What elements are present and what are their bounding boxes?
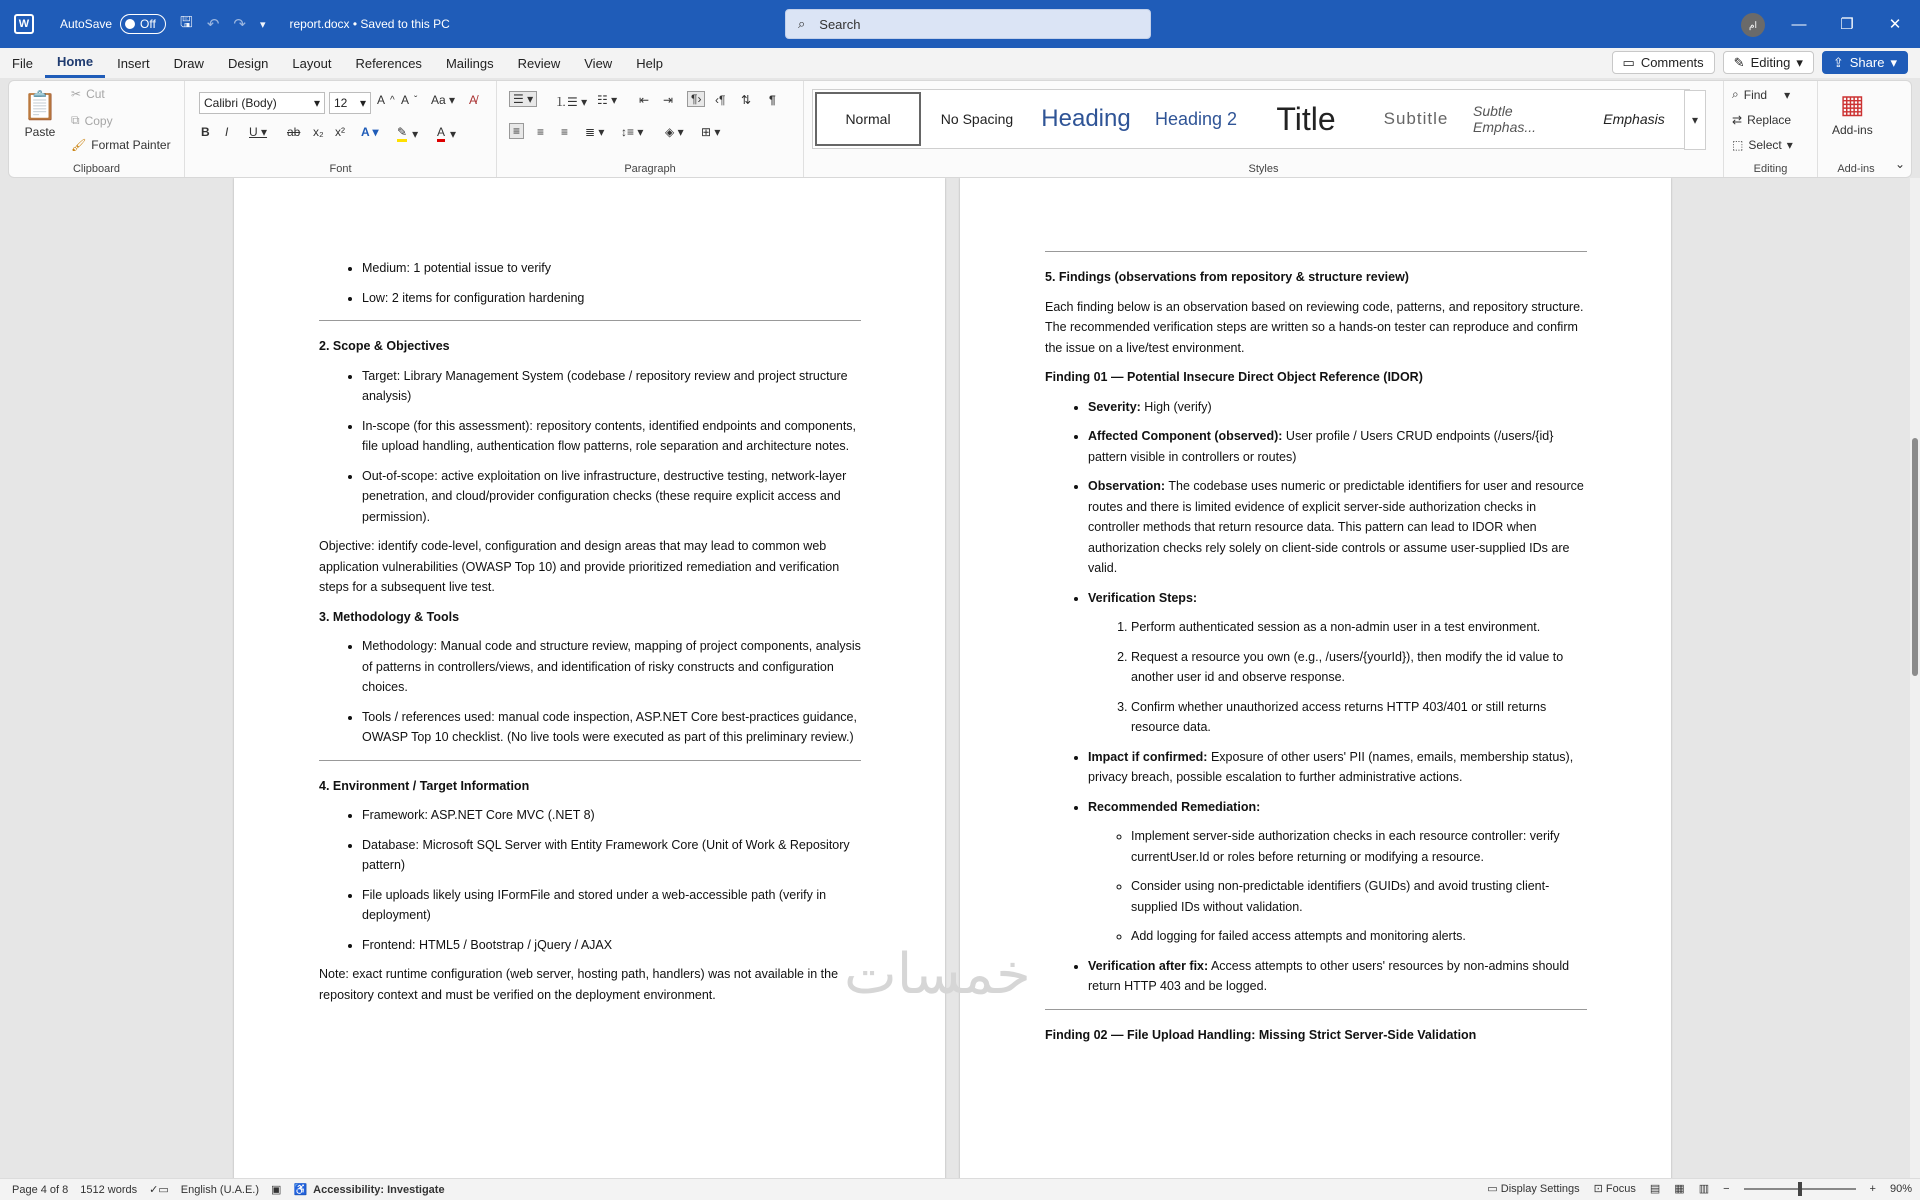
addins-grid-icon: ▦ — [1840, 88, 1865, 119]
document-area — [0, 178, 1910, 1180]
bullets-button[interactable]: ☰ ▾ — [509, 91, 537, 107]
zoom-out-button[interactable]: − — [1723, 1182, 1730, 1195]
list-item: • Severity: High (verify) — [1088, 397, 1587, 418]
style-subtle-emphasis[interactable]: Subtle Emphas... — [1473, 103, 1537, 135]
align-left-button[interactable]: ≡ — [509, 123, 524, 139]
objective-paragraph: Objective: identify code-level, configuration and design areas that may lead to common web application vulnerabilities (OWASP Top 10) and provide prioritized remediation and verification steps for a subsequent live test. — [319, 539, 840, 594]
comments-button[interactable]: ▭ Comments — [1612, 51, 1715, 74]
tab-mailings[interactable]: Mailings — [445, 55, 494, 71]
divider — [319, 760, 861, 761]
restore-icon[interactable]: ❐ — [1840, 16, 1854, 33]
language-indicator[interactable]: English (U.A.E.) — [180, 1183, 260, 1196]
chevron-down-icon: ▾ — [1796, 54, 1803, 70]
highlight-color-button[interactable]: ✎ ▾ — [397, 125, 419, 141]
search-placeholder: Search — [819, 16, 861, 32]
web-layout-icon[interactable]: ▥ — [1698, 1183, 1710, 1195]
macro-icon[interactable]: ▣ — [271, 1184, 282, 1196]
justify-button[interactable]: ≣ ▾ — [585, 125, 605, 139]
select-button[interactable]: ⬚ Select ▾ — [1732, 138, 1793, 152]
list-item: • Target: Library Management System (codebase / repository review and project structure analysis) — [362, 366, 861, 407]
menu-bar — [0, 48, 1920, 78]
section-heading: 5. Findings (observations from repository & structure review) — [1045, 270, 1409, 284]
multilevel-list-button[interactable]: ☷ ▾ — [597, 93, 618, 107]
page-right-content[interactable] — [1045, 241, 1587, 1054]
tab-file[interactable]: File — [12, 55, 33, 71]
list-item: • Verification Steps: 1. Perform authenticated session as a non-admin user in a test environment. 2. Request a resource you own (e.g., /users/{yourId}), then modify the id value to another user id and observe response. 3. Confirm whether unauthorized access returns HTTP 403/401 or still returns resource data. — [1088, 588, 1587, 738]
copy-icon: ⧉ — [71, 113, 80, 127]
find-button[interactable]: ⌕ Find ▾ — [1732, 87, 1791, 102]
editing-group-label: Editing — [1753, 163, 1788, 175]
accessibility-icon: ♿ — [293, 1184, 308, 1196]
italic-button[interactable]: I — [225, 125, 229, 139]
share-icon: ⇪ — [1832, 54, 1844, 70]
style-title[interactable]: Title — [1276, 100, 1336, 137]
grow-font-button[interactable]: A ^ — [377, 93, 395, 107]
styles-gallery — [812, 89, 1690, 149]
section-heading: 2. Scope & Objectives — [319, 339, 450, 353]
list-item: • Verification after fix: Access attempts to other users' resources by non-admins should return HTTP 403 and be logged. — [1088, 956, 1587, 997]
strikethrough-button[interactable]: ab — [287, 125, 301, 139]
avatar[interactable]: ام — [1741, 13, 1765, 37]
search-box[interactable] — [785, 9, 1151, 39]
tab-insert[interactable]: Insert — [117, 55, 150, 71]
list-item: • Methodology: Manual code and structure review, mapping of project components, analysis of patterns in controllers/views, and identification of risky constructs and configuration choices. — [362, 636, 861, 698]
ribbon — [8, 80, 1912, 178]
customize-toolbar-icon[interactable]: ▾ — [259, 18, 266, 31]
list-item: • File uploads likely using IFormFile and stored under a web-accessible path (verify in deployment) — [362, 885, 861, 926]
page-left-content[interactable] — [319, 258, 861, 1014]
numbered-item: 2. Request a resource you own (e.g., /users/{yourId}), then modify the id value to another user id and observe response. — [1131, 647, 1587, 688]
watermark-logo: خمسات — [844, 942, 1031, 1007]
collapse-ribbon-icon[interactable]: ⌄ — [1895, 157, 1906, 171]
list-item: • Affected Component (observed): User profile / Users CRUD endpoints (/users/{id} pattern visible in controllers or routes) — [1088, 426, 1587, 467]
addins-group-label: Add-ins — [1837, 163, 1875, 175]
search-icon: ⌕ — [1732, 87, 1739, 101]
sort-button[interactable]: ⇅ — [741, 93, 752, 107]
styles-group-label: Styles — [1248, 163, 1279, 175]
note-paragraph: Note: exact runtime configuration (web server, hosting path, handlers) was not available in the repository context and must be verified on the deployment environment. — [319, 967, 839, 1002]
style-heading[interactable]: Heading — [1041, 105, 1131, 132]
title-bar — [0, 0, 1920, 48]
replace-button[interactable]: ⇄ Replace — [1732, 113, 1792, 127]
divider — [319, 320, 861, 321]
styles-more-button[interactable]: ▾ — [1684, 90, 1706, 150]
zoom-in-button[interactable]: + — [1869, 1182, 1876, 1195]
numbered-item: 1. Perform authenticated session as a non-admin user in a test environment. — [1131, 617, 1587, 638]
tab-design[interactable]: Design — [227, 55, 269, 71]
text-effects-button[interactable]: A ▾ — [361, 125, 379, 139]
list-item: • Framework: ASP.NET Core MVC (.NET 8) — [362, 805, 861, 826]
accessibility-status[interactable]: ♿ Accessibility: Investigate — [293, 1183, 445, 1196]
status-bar — [0, 1178, 1920, 1200]
numbered-item: 3. Confirm whether unauthorized access returns HTTP 403/401 or still returns resource data. — [1131, 697, 1587, 738]
list-item: • Frontend: HTML5 / Bootstrap / jQuery / AJAX — [362, 935, 861, 956]
font-size-select[interactable]: 12 ▾ — [329, 92, 371, 114]
paintbrush-icon: 🖌 — [71, 138, 87, 152]
clear-formatting-icon[interactable]: A̸ — [469, 93, 478, 107]
findings-intro: Each finding below is an observation based on reviewing code, patterns, and repository structure. The recommended verification steps are written so a hands-on tester can reproduce and confirm the issue on a live/test environment. — [1045, 299, 1584, 355]
list-item: • Recommended Remediation: ◦ Implement server-side authorization checks in each resource controller: verify currentUser.Id or roles before returning or modifying a resource. ◦ Consider using non-predictable identifiers (GUIDs) and avoid trusting client-supplied IDs without validation. ◦ Add logging for failed access attempts and monitoring alerts. — [1088, 797, 1587, 947]
superscript-button[interactable]: x² — [335, 125, 345, 139]
addins-button[interactable]: ▦ Add-ins — [1832, 88, 1873, 137]
chevron-down-icon: ▾ — [1890, 54, 1897, 70]
cursor-icon: ⬚ — [1732, 138, 1744, 152]
change-case-button[interactable]: Aa ▾ — [431, 93, 456, 107]
zoom-level[interactable]: 90% — [1889, 1182, 1912, 1195]
borders-button[interactable]: ⊞ ▾ — [701, 125, 721, 139]
finding-heading: Finding 01 — Potential Insecure Direct Object Reference (IDOR) — [1045, 370, 1423, 384]
font-color-button[interactable]: A ▾ — [437, 125, 457, 141]
format-painter-button[interactable]: 🖌 Format Painter — [71, 138, 171, 152]
focus-button[interactable]: ⊡ Focus — [1593, 1183, 1636, 1195]
section-heading: 4. Environment / Target Information — [319, 778, 530, 793]
font-color-icon: A — [437, 125, 445, 142]
autosave-label: AutoSave — [60, 17, 113, 31]
style-emphasis[interactable]: Emphasis — [1603, 111, 1665, 127]
undo-icon[interactable]: ↶ — [206, 16, 220, 33]
scissors-icon: ✂ — [71, 87, 82, 101]
page-left[interactable] — [234, 178, 945, 1180]
save-icon[interactable]: 🖫 — [180, 13, 193, 31]
paste-icon: 📋 — [22, 89, 58, 121]
comment-icon: ▭ — [1622, 54, 1635, 70]
tab-draw[interactable]: Draw — [173, 55, 204, 71]
word-app-icon: W — [14, 14, 34, 34]
list-item: • Medium: 1 potential issue to verify — [362, 258, 861, 279]
copy-button[interactable]: ⧉ Copy — [71, 113, 113, 128]
underline-button[interactable]: U ▾ — [249, 125, 268, 139]
word-count[interactable]: 1512 words — [80, 1183, 138, 1196]
scrollbar-thumb[interactable] — [1912, 438, 1918, 676]
finding-heading: Finding 02 — File Upload Handling: Missing Strict Server-Side Validation — [1045, 1027, 1477, 1042]
document-title[interactable]: report.docx • Saved to this PC — [289, 17, 450, 31]
addins-group — [1818, 81, 1894, 177]
font-group-label: Font — [329, 163, 352, 175]
autosave-toggle[interactable]: Off — [120, 14, 166, 34]
section-heading: 3. Methodology & Tools — [319, 609, 460, 624]
vertical-scrollbar[interactable] — [1910, 178, 1920, 1180]
list-item: • Low: 2 items for configuration hardening — [362, 288, 861, 309]
paste-button[interactable]: 📋 Paste — [23, 87, 57, 139]
divider — [1045, 1009, 1587, 1010]
style-no-spacing[interactable]: No Spacing — [940, 111, 1014, 127]
display-settings-button[interactable]: ▭ Display Settings — [1487, 1183, 1580, 1195]
align-center-button[interactable]: ≡ — [537, 125, 545, 139]
shrink-font-button[interactable]: A ˇ — [401, 93, 418, 107]
increase-indent-button[interactable]: ⇥ — [663, 93, 674, 107]
bold-button[interactable]: B — [201, 125, 210, 139]
share-button[interactable]: ⇪ Share ▾ — [1822, 51, 1908, 74]
clipboard-group-label: Clipboard — [72, 163, 121, 175]
ltr-button[interactable]: ¶› — [687, 91, 705, 107]
font-name-select[interactable]: Calibri (Body) ▾ — [199, 92, 325, 114]
tab-layout[interactable]: Layout — [292, 55, 332, 71]
redo-icon[interactable]: ↷ — [233, 16, 246, 33]
editing-mode-button[interactable]: ✎ Editing ▾ — [1723, 51, 1814, 74]
editing-group — [1724, 81, 1818, 177]
tab-home[interactable]: Home — [45, 48, 105, 78]
align-right-button[interactable]: ≡ — [561, 125, 569, 139]
paragraph-group — [497, 81, 804, 177]
subscript-button[interactable]: x₂ — [313, 125, 324, 139]
style-subtitle[interactable]: Subtitle — [1383, 109, 1449, 128]
zoom-slider[interactable] — [1744, 1188, 1856, 1190]
replace-icon: ⇄ — [1732, 113, 1743, 127]
show-formatting-button[interactable]: ¶ — [769, 93, 776, 107]
rtl-button[interactable]: ‹¶ — [715, 93, 726, 107]
proofing-icon[interactable]: ✓▭ — [149, 1184, 169, 1196]
list-item: • In-scope (for this assessment): repository contents, identified endpoints and components, file upload handling, authentication flow patterns, role separation and architecture notes. — [362, 416, 861, 457]
clipboard-group — [9, 81, 185, 177]
style-heading-2[interactable]: Heading 2 — [1154, 108, 1238, 129]
line-spacing-button[interactable]: ↕≡ ▾ — [621, 125, 644, 139]
list-item: ◦ Implement server-side authorization checks in each resource controller: verify currentUser.Id or roles before returning or modifying a resource. — [1131, 826, 1587, 867]
page-count[interactable]: Page 4 of 8 — [12, 1183, 69, 1196]
list-item: • Database: Microsoft SQL Server with Entity Framework Core (Unit of Work & Repository pattern) — [362, 835, 861, 876]
cut-button[interactable]: ✂ Cut — [71, 87, 105, 101]
pencil-icon: ✎ — [1733, 54, 1745, 70]
shading-button[interactable]: ◈ ▾ — [665, 125, 684, 139]
list-item: • Impact if confirmed: Exposure of other users' PII (names, emails, membership status), privacy breach, possible escalation to further administrative actions. — [1088, 747, 1587, 788]
list-item: ◦ Consider using non-predictable identifiers (GUIDs) and avoid trusting client-supplied IDs without validation. — [1131, 876, 1587, 917]
list-item: • Out-of-scope: active exploitation on live infrastructure, destructive testing, network-layer penetration, and cloud/provider configuration checks (these require explicit access and permission). — [362, 466, 861, 528]
read-mode-icon[interactable]: ▤ — [1649, 1183, 1661, 1195]
tab-review[interactable]: Review — [517, 55, 561, 71]
divider — [1045, 251, 1587, 252]
styles-group — [804, 81, 1724, 177]
minimize-icon[interactable]: — — [1791, 15, 1807, 33]
decrease-indent-button[interactable]: ⇤ — [639, 93, 650, 107]
highlighter-icon: ✎ — [397, 125, 407, 142]
font-group — [185, 81, 497, 177]
tab-references[interactable]: References — [355, 55, 422, 71]
page-right[interactable] — [960, 178, 1671, 1180]
list-item: • Tools / references used: manual code inspection, ASP.NET Core best-practices guidance, OWASP Top 10 checklist. (No live tools were executed as part of this preliminary review.) — [362, 707, 861, 748]
tab-view[interactable]: View — [584, 55, 613, 71]
tab-help[interactable]: Help — [636, 55, 663, 71]
list-item: ◦ Add logging for failed access attempts and monitoring alerts. — [1131, 926, 1587, 947]
paragraph-group-label: Paragraph — [624, 163, 676, 175]
list-item: • Observation: The codebase uses numeric or predictable identifiers for user and resource routes and there is limited evidence of explicit server-side authorization checks in controller methods that return resource data. This pattern can lead to IDOR when authorization checks rely solely on client-side controls or assume user-supplied IDs are valid. — [1088, 476, 1587, 579]
numbering-button[interactable]: ⒈☰ ▾ — [555, 95, 588, 109]
close-icon[interactable]: ✕ — [1888, 16, 1902, 33]
search-icon: ⌕ — [798, 16, 806, 31]
print-layout-icon[interactable]: ▦ — [1674, 1183, 1685, 1195]
style-normal[interactable]: Normal — [815, 92, 921, 146]
